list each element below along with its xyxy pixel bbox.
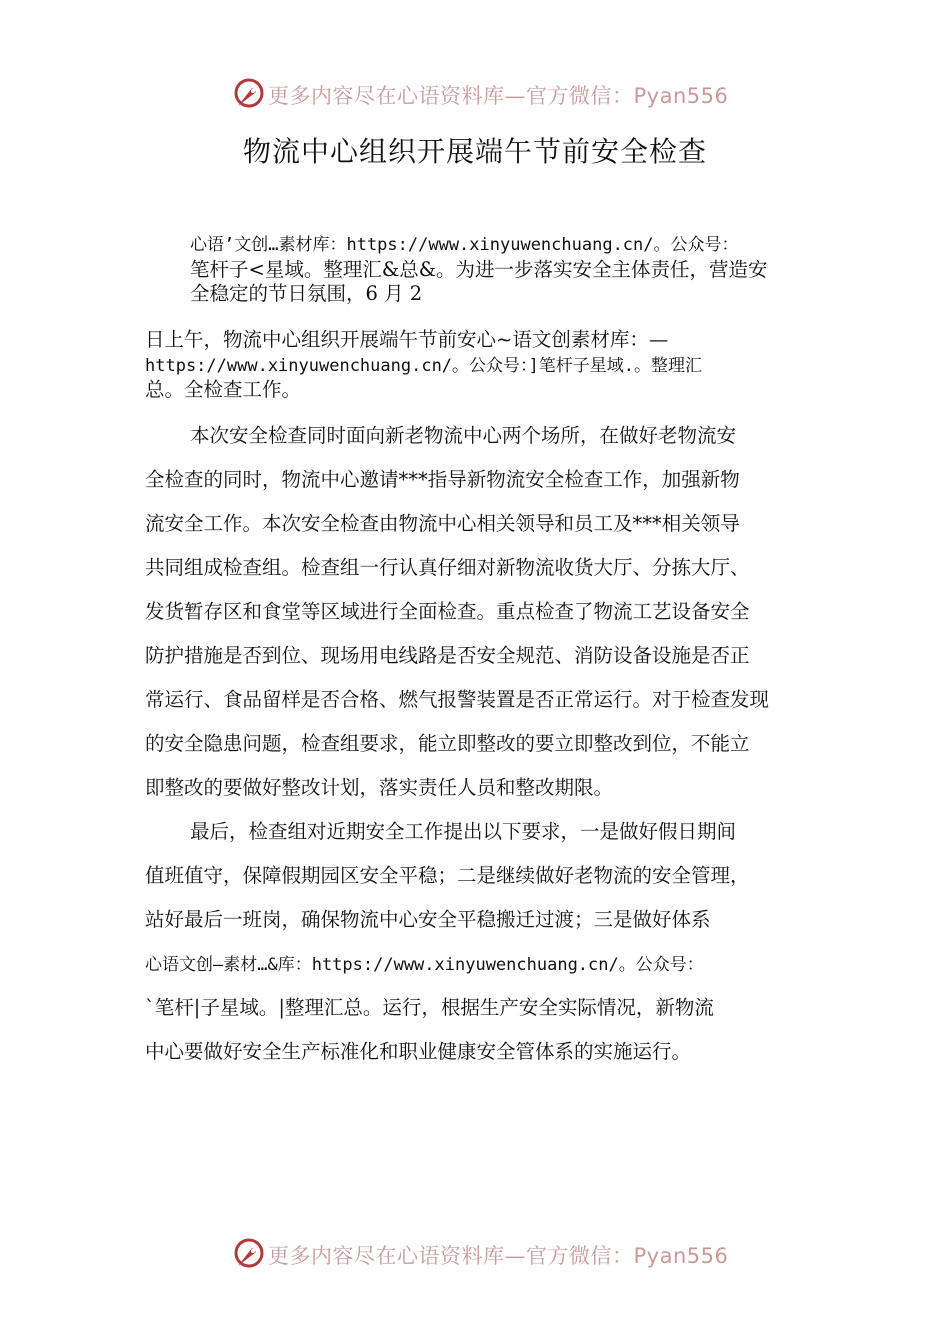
banner-text: 更多内容尽在心语资料库—官方微信：Pyan556	[268, 84, 729, 108]
text-line: `笔杆|子星域。|整理汇总。运行，根据生产安全实际情况，新物流	[145, 996, 714, 1019]
text-line: 流安全工作。本次安全检查由物流中心相关领导和员工及***相关领导	[145, 512, 740, 535]
text-line: 中心要做好安全生产标准化和职业健康安全管体系的实施运行。	[145, 1040, 692, 1063]
text-line: 全检查的同时，物流中心邀请***指导新物流安全检查工作，加强新物	[145, 468, 740, 491]
text-line: 防护措施是否到位、现场用电线路是否安全规范、消防设备设施是否正	[145, 644, 750, 667]
text-line: 即整改的要做好整改计划，落实责任人员和整改期限。	[145, 776, 614, 799]
text-line: 笔杆子<星域。整理汇&总&。为进一步落实安全主体责任，营造安	[190, 258, 768, 281]
text-line: 本次安全检查同时面向新老物流中心两个场所，在做好老物流安	[190, 424, 737, 447]
wechat-id: Pyan556	[633, 1244, 729, 1268]
pen-nib-logo-icon	[232, 1236, 266, 1270]
wechat-id: Pyan556	[633, 84, 729, 108]
text-line: 发货暂存区和食堂等区域进行全面检查。重点检查了物流工艺设备安全	[145, 600, 750, 623]
text-line: 心语文创—素材…&库：https://www.xinyuwenchuang.cn/。公众号：	[145, 955, 704, 975]
text-line: 的安全隐患问题，检查组要求，能立即整改的要立即整改到位，不能立	[145, 732, 750, 755]
text-line: 常运行、食品留样是否合格、燃气报警装置是否正常运行。对于检查发现	[145, 688, 770, 711]
text-line: 日上午，物流中心组织开展端午节前安心~语文创素材库：—	[145, 328, 669, 351]
footer-banner	[0, 1234, 950, 1274]
text-line: 共同组成检查组。检查组一行认真仔细对新物流收货大厅、分拣大厅、	[145, 556, 750, 579]
text-line: 全稳定的节日氛围，6 月 2	[190, 282, 423, 305]
banner-text: 更多内容尽在心语资料库—官方微信：Pyan556	[268, 1244, 729, 1268]
page-title: 物流中心组织开展端午节前安全检查	[242, 135, 707, 168]
pen-nib-logo-icon	[232, 76, 266, 110]
text-line: 值班值守，保障假期园区安全平稳；二是继续做好老物流的安全管理，	[145, 864, 750, 887]
text-line: 心语’文创…素材库：https://www.xinyuwenchuang.cn/。公众号：	[190, 235, 739, 255]
text-line: 最后，检查组对近期安全工作提出以下要求，一是做好假日期间	[190, 820, 737, 843]
text-line: https://www.xinyuwenchuang.cn/。公众号：]笔杆子星域.。整理汇	[145, 356, 703, 376]
text-line: 站好最后一班岗，确保物流中心安全平稳搬迁过渡；三是做好体系	[145, 908, 711, 931]
header-banner	[0, 74, 950, 114]
text-line: 总。全检查工作。	[145, 378, 302, 401]
